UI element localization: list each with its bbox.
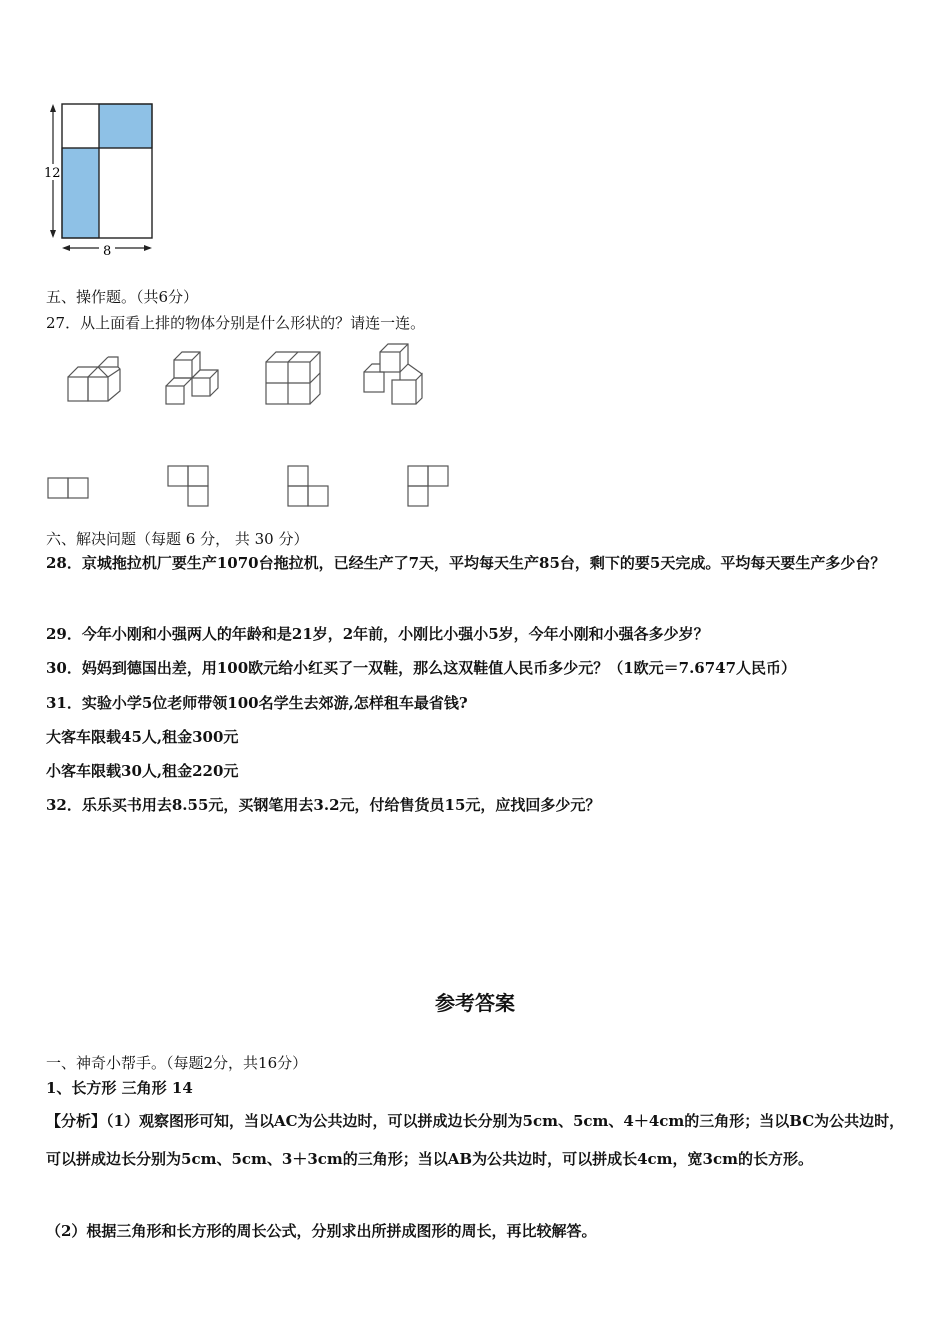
answer-1: 1、长方形 三角形 14 — [46, 1079, 193, 1097]
shaded-left-column — [62, 148, 99, 238]
cube-figure-1 — [62, 355, 130, 411]
top-view-1 — [46, 476, 92, 502]
height-label: 12 — [44, 166, 61, 181]
question-27: 27．从上面看上排的物体分别是什么形状的？请连一连。 — [46, 314, 426, 332]
question-31: 31．实验小学5位老师带领100名学生去郊游,怎样租车最省钱? — [46, 694, 468, 712]
answers-section1-heading: 一、神奇小帮手。（每题2分，共16分） — [46, 1054, 308, 1072]
width-label: 8 — [103, 244, 112, 259]
analysis-1: 【分析】（1）观察图形可知，当以AC为公共边时，可以拼成边长分别为5cm、5cm、4＋4cm的三角形；当以BC为公共边时，可以拼成边长分别为5cm、5cm、3＋3cm的三角形；当以AB为公共边时，可以拼成长4cm，宽3cm的长方形。 — [46, 1112, 905, 1168]
question-28: 28．京城拖拉机厂要生产1070台拖拉机，已经生产了7天，平均每天生产85台，剩下的要5天完成。平均每天要生产多少台？ — [46, 554, 886, 572]
question-31-big-bus: 大客车限载45人,租金300元 — [46, 728, 239, 746]
analysis-2: （2）根据三角形和长方形的周长公式，分别求出所拼成图形的周长，再比较解答。 — [46, 1222, 597, 1240]
section5-heading: 五、操作题。（共6分） — [46, 288, 199, 306]
cube-figure-3 — [262, 350, 324, 410]
shaded-top-right — [99, 104, 152, 148]
cube-figure-4 — [356, 342, 428, 410]
question-32: 32．乐乐买书用去8.55元，买钢笔用去3.2元，付给售货员15元，应找回多少元？ — [46, 796, 601, 814]
rectangle-figure — [40, 98, 165, 263]
top-view-4 — [406, 464, 452, 510]
question-30: 30．妈妈到德国出差，用100欧元给小红买了一双鞋，那么这双鞋值人民币多少元？（1欧元＝7.6747人民币） — [46, 659, 797, 677]
top-view-3 — [286, 464, 332, 510]
top-view-2 — [166, 464, 212, 510]
section6-heading: 六、解决问题（每题 6 分， 共 30 分） — [46, 530, 309, 548]
question-31-small-bus: 小客车限载30人,租金220元 — [46, 762, 239, 780]
question-29: 29．今年小刚和小强两人的年龄和是21岁，2年前，小刚比小强小5岁，今年小刚和小强各多少岁？ — [46, 625, 709, 643]
answers-title: 参考答案 — [435, 991, 515, 1015]
cube-figure-2 — [160, 348, 230, 410]
